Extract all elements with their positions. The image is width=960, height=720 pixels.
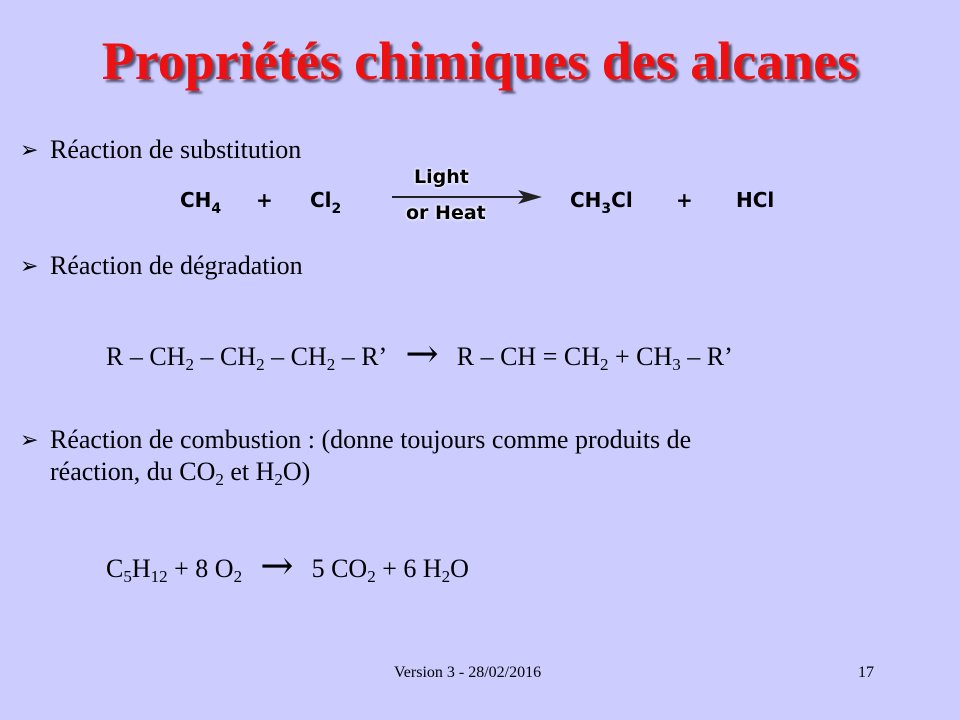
arrow-bullet-icon: ➢	[20, 254, 39, 279]
bullet-combustion	[20, 424, 880, 488]
bullet-degradation	[20, 250, 880, 283]
substitution-reaction	[170, 168, 790, 230]
slide-title: Propriétés chimiques des alcanes	[101, 31, 859, 91]
bullet-substitution	[20, 134, 880, 167]
arrow-bullet-icon: ➢	[20, 428, 39, 453]
footer-version: Version 3 - 28/02/2016	[394, 664, 542, 681]
reactant-ch4: $CH_4$	[180, 188, 222, 217]
condition-light: Light	[414, 166, 469, 188]
reaction-arrow-icon: →	[260, 543, 294, 589]
plus-sign: +	[256, 188, 273, 212]
bullet-text: Réaction de combustion : (donne toujours comme produits de réaction, du $CO_2$ et $H_2O$)	[50, 425, 692, 489]
bullet-text: Réaction de dégradation	[50, 251, 303, 280]
plus-sign: +	[676, 188, 693, 212]
degradation-equation: R – $CH_2 - CH_2 - CH_2$ – R’ → R – CH = $CH_2 + CH_3 - R$’	[106, 331, 733, 377]
product-hcl: HCl	[736, 188, 775, 212]
arrow-bullet-icon: ➢	[20, 138, 39, 163]
combustion-equation: $C_5H_{12} + 8$ $O_2 \to 5$ $CO_2 + 6$ $H_2O$	[106, 543, 469, 589]
page-number: 17	[858, 664, 874, 681]
reaction-arrow-icon: →	[405, 331, 439, 377]
condition-heat: or Heat	[406, 202, 486, 224]
product-ch3cl: $CH_3Cl$	[570, 188, 633, 217]
reactant-cl2: $Cl_2$	[310, 188, 342, 217]
bullet-text: Réaction de substitution	[50, 135, 302, 164]
